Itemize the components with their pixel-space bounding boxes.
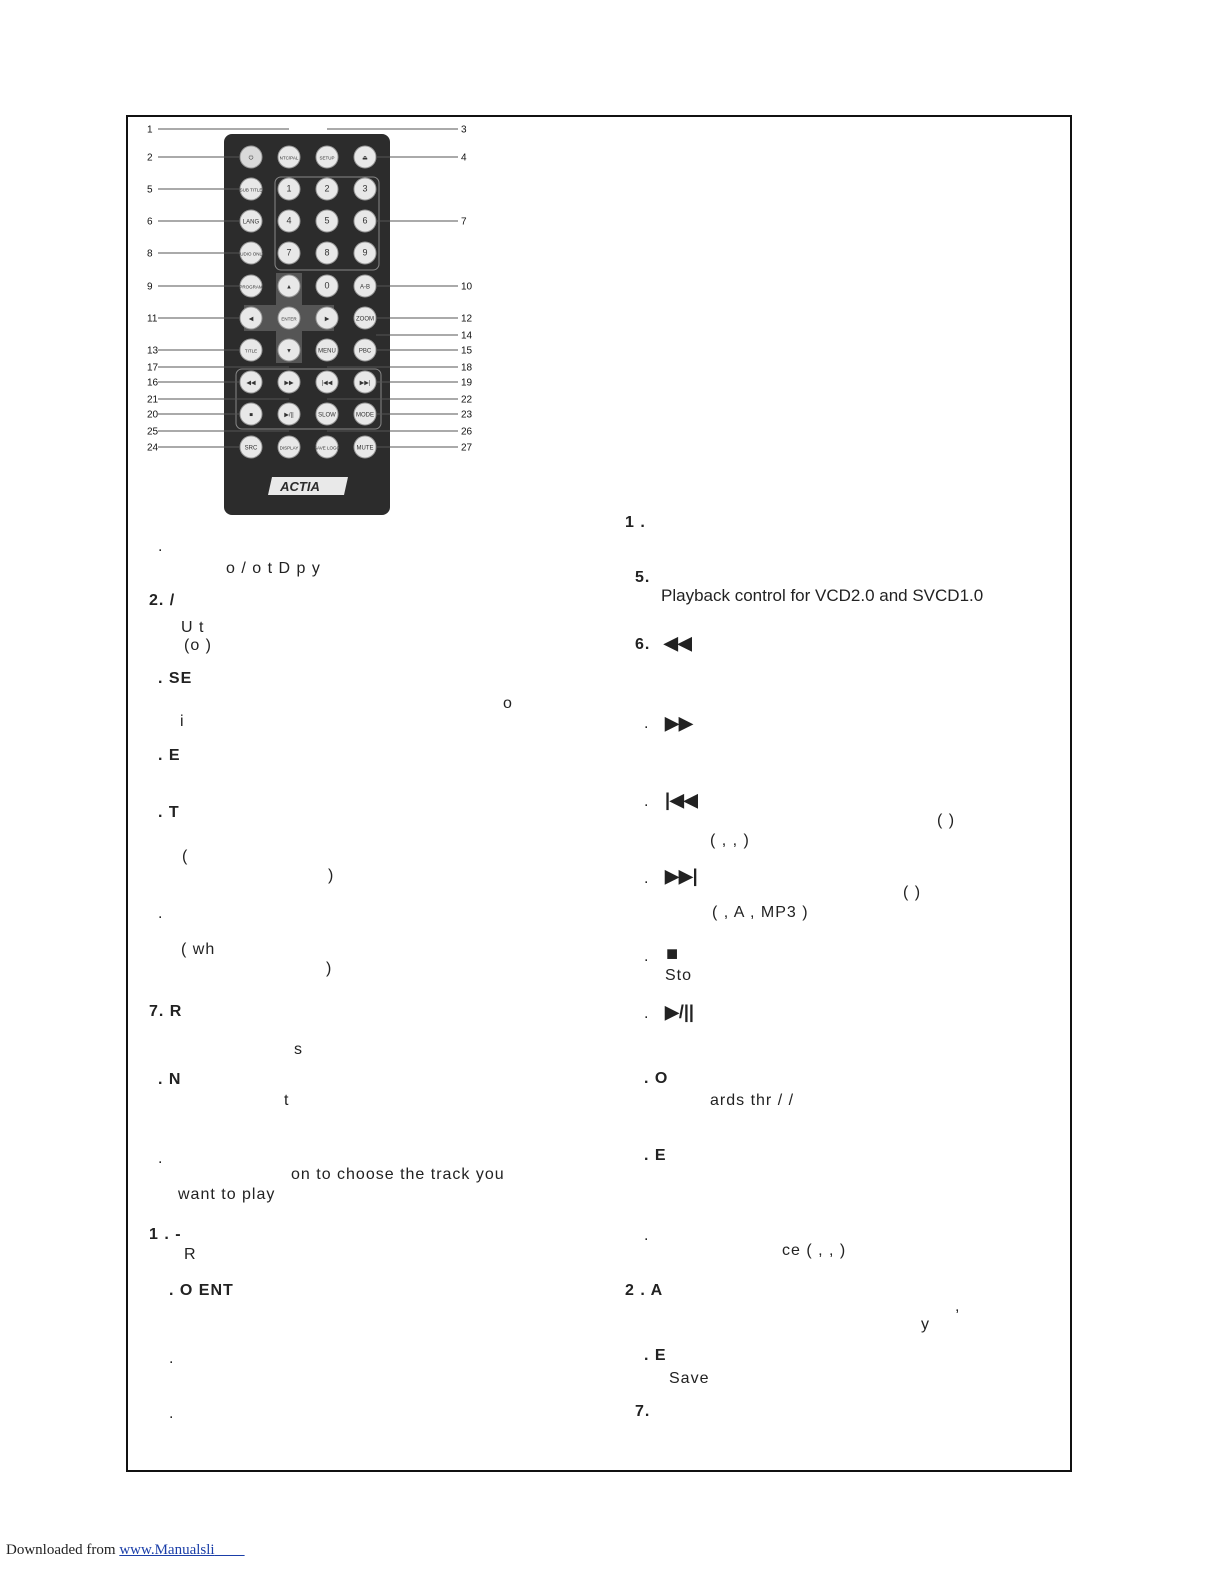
callout-number: 10 — [461, 281, 473, 293]
rewind-icon: ◀◀ — [664, 633, 692, 653]
footer-credit — [6, 1542, 245, 1559]
callout-number: 12 — [461, 313, 473, 325]
right-text-23: . E — [644, 1347, 667, 1364]
ntcpal-button — [278, 146, 300, 168]
right-text-9: . — [644, 870, 650, 887]
callout-number: 9 — [147, 281, 153, 293]
svg-text:TITLE: TITLE — [244, 348, 258, 354]
svg-text:7: 7 — [286, 247, 292, 258]
left-text-14: ( wh — [181, 941, 216, 958]
play-pause-icon: ▶/|| — [665, 1002, 694, 1022]
left-text-20: . — [158, 1150, 164, 1167]
stop-button — [240, 403, 262, 425]
right-text-24: Save — [669, 1370, 710, 1387]
right-text-18: . — [644, 1227, 650, 1244]
callout-number: 17 — [147, 362, 159, 374]
right-text-3: Playback control for VCD2.0 and SVCD1.0 — [661, 586, 984, 605]
callout-number: 22 — [461, 394, 473, 406]
callout-number: 3 — [461, 124, 467, 136]
svg-text:⏏: ⏏ — [362, 155, 368, 162]
svg-text:9: 9 — [362, 247, 368, 258]
digit-3-button — [354, 178, 376, 200]
svg-text:4: 4 — [286, 215, 292, 226]
right-text-13: Sto — [665, 967, 693, 984]
right-text-25: 7. — [635, 1403, 651, 1420]
right-text-22: y — [921, 1316, 930, 1333]
callout-number: 1 — [147, 124, 153, 136]
right-text-15: . O — [644, 1070, 669, 1087]
svg-text:ENTER: ENTER — [281, 316, 297, 322]
svg-text:MUTE: MUTE — [356, 445, 374, 452]
svg-text:8: 8 — [324, 247, 330, 258]
callout-number: 25 — [147, 426, 159, 438]
slow-button — [316, 403, 338, 425]
left-text-13: . — [158, 905, 164, 922]
callout-number: 4 — [461, 152, 467, 164]
left-text-15: ) — [326, 960, 333, 977]
up-arrow-button — [278, 275, 300, 297]
left-text-7: o — [503, 695, 513, 712]
right-text-19: ce ( , , ) — [782, 1242, 847, 1259]
actia-logo — [268, 477, 348, 495]
svg-text:6: 6 — [362, 215, 368, 226]
right-text-21: , — [955, 1298, 961, 1315]
svg-text:▼: ▼ — [286, 348, 292, 355]
callout-number: 21 — [147, 394, 159, 406]
left-text-3: 2. / — [149, 592, 176, 609]
digit-5-button — [316, 210, 338, 232]
zoom-button — [354, 307, 376, 329]
callout-number: 23 — [461, 409, 473, 421]
menu-button — [316, 339, 338, 361]
callout-number: 20 — [147, 409, 159, 421]
right-text-5: . — [644, 715, 650, 732]
callout-number: 6 — [147, 216, 153, 228]
lang-button — [240, 210, 262, 232]
callout-number: 27 — [461, 442, 473, 454]
right-text-4: 6. — [635, 636, 651, 653]
right-text-6: . — [644, 793, 650, 810]
svg-text:■: ■ — [249, 412, 253, 419]
svg-text:▶: ▶ — [324, 316, 330, 323]
callout-number: 19 — [461, 377, 473, 389]
svg-text:SLOW: SLOW — [318, 412, 336, 419]
left-text-6: . SE — [158, 670, 193, 687]
left-text-2: o / o t D p y — [226, 560, 321, 577]
digit-2-button — [316, 178, 338, 200]
svg-text:2: 2 — [324, 183, 330, 194]
svg-text:NTC/PAL: NTC/PAL — [279, 155, 299, 161]
svg-text:PROGRAM: PROGRAM — [239, 284, 263, 290]
right-text-2: 5. — [635, 569, 651, 586]
fast-forward-button — [278, 371, 300, 393]
left-text-18: . N — [158, 1071, 182, 1088]
left-text-23: 1 . - — [149, 1226, 182, 1243]
callout-number: 14 — [461, 330, 473, 342]
digit-8-button — [316, 242, 338, 264]
callout-number: 24 — [147, 442, 159, 454]
right-text-16: ards thr / / — [710, 1092, 795, 1109]
left-text-22: want to play — [178, 1186, 276, 1203]
svg-text:SRC: SRC — [244, 445, 258, 452]
left-arrow-button — [240, 307, 262, 329]
svg-text:0: 0 — [324, 280, 330, 291]
left-text-19: t — [284, 1092, 290, 1109]
left-text-25: . O ENT — [169, 1282, 234, 1299]
right-text-1: 1 . — [625, 514, 646, 531]
left-text-26: . — [169, 1350, 175, 1367]
callout-number: 5 — [147, 184, 153, 196]
next-track-button — [354, 371, 376, 393]
svg-text:SAVE LOGO: SAVE LOGO — [314, 445, 340, 451]
right-text-10: ( ) — [903, 884, 922, 901]
left-text-24: R — [184, 1246, 197, 1263]
svg-text:PBC: PBC — [358, 348, 372, 355]
right-text-11: ( , A , MP3 ) — [712, 904, 809, 921]
src-button — [240, 436, 262, 458]
left-text-27: . — [169, 1405, 175, 1422]
pbc-button — [354, 339, 376, 361]
svg-text:SUB TITLE: SUB TITLE — [239, 187, 263, 193]
svg-text:5: 5 — [324, 215, 330, 226]
svg-text:MODE: MODE — [356, 412, 374, 419]
left-text-17: s — [294, 1041, 303, 1058]
svg-text:DISPLAY: DISPLAY — [279, 445, 299, 451]
digit-0-button — [316, 275, 338, 297]
digit-1-button — [278, 178, 300, 200]
left-text-8: i — [180, 713, 185, 730]
display-button — [278, 436, 300, 458]
fast-forward-icon: ▶▶ — [665, 713, 693, 733]
svg-text:AUDIO ONLY: AUDIO ONLY — [237, 251, 265, 257]
next-track-icon: ▶▶| — [665, 866, 698, 886]
digit-7-button — [278, 242, 300, 264]
right-text-20: 2 . A — [625, 1282, 664, 1299]
right-text-8: ( , , ) — [710, 832, 750, 849]
ab-repeat-button — [354, 275, 376, 297]
callout-number: 13 — [147, 345, 159, 357]
left-text-4: U t — [181, 619, 205, 636]
callout-number: 2 — [147, 152, 153, 164]
callout-number: 16 — [147, 377, 159, 389]
digit-6-button — [354, 210, 376, 232]
svg-text:◀◀: ◀◀ — [246, 380, 256, 387]
callout-number: 11 — [147, 313, 158, 325]
setup-button — [316, 146, 338, 168]
svg-text:LANG: LANG — [242, 219, 260, 226]
svg-text:A-B: A-B — [359, 284, 371, 291]
left-text-1: . — [158, 538, 164, 555]
mute-button — [354, 436, 376, 458]
right-text-12: . — [644, 948, 650, 965]
svg-text:⏻: ⏻ — [248, 155, 254, 162]
down-arrow-button — [278, 339, 300, 361]
svg-text:▲: ▲ — [286, 284, 292, 291]
enter-button — [278, 307, 300, 329]
left-text-21: on to choose the track you — [291, 1166, 505, 1183]
left-text-10: . T — [158, 804, 180, 821]
right-text-17: . E — [644, 1147, 667, 1164]
left-text-16: 7. R — [149, 1003, 183, 1020]
program-button — [239, 275, 263, 297]
footer-prefix: Downloaded from — [6, 1542, 120, 1558]
previous-track-icon: |◀◀ — [665, 790, 698, 810]
subtitle-button — [240, 178, 263, 200]
callout-number: 7 — [461, 216, 467, 228]
rewind-button — [240, 371, 262, 393]
callout-number: 15 — [461, 345, 473, 357]
play-pause-button — [278, 403, 300, 425]
right-text-14: . — [644, 1005, 650, 1022]
digit-4-button — [278, 210, 300, 232]
svg-text:ACTIA: ACTIA — [280, 479, 320, 494]
mode-button — [354, 403, 376, 425]
svg-text:▶▶|: ▶▶| — [359, 380, 371, 387]
right-arrow-button — [316, 307, 338, 329]
callout-number: 26 — [461, 426, 473, 438]
stop-icon: ■ — [666, 943, 679, 965]
left-text-9: . E — [158, 747, 181, 764]
eject-button — [354, 146, 376, 168]
footer-link-tail — [215, 1542, 245, 1558]
left-text-11: ( — [182, 848, 189, 865]
svg-text:ZOOM: ZOOM — [356, 316, 374, 323]
svg-text:1: 1 — [286, 183, 292, 194]
remote-control-illustration — [0, 0, 1224, 560]
svg-text:3: 3 — [362, 183, 368, 194]
title-button — [240, 339, 262, 361]
svg-text:◀: ◀ — [248, 316, 254, 323]
right-text-7: ( ) — [937, 812, 956, 829]
left-text-12: ) — [328, 867, 335, 884]
callout-number: 8 — [147, 248, 153, 260]
svg-text:SETUP: SETUP — [319, 155, 335, 161]
power-button — [240, 146, 262, 168]
svg-text:▶▶: ▶▶ — [284, 380, 294, 387]
svg-text:▶/||: ▶/|| — [284, 412, 294, 419]
svg-text:|◀◀: |◀◀ — [321, 380, 333, 387]
svg-text:MENU: MENU — [318, 348, 336, 355]
prev-track-button — [316, 371, 338, 393]
left-text-5: (o ) — [184, 637, 212, 654]
digit-9-button — [354, 242, 376, 264]
footer-link[interactable]: www.Manualsli — [119, 1542, 215, 1558]
callout-number: 18 — [461, 362, 473, 374]
